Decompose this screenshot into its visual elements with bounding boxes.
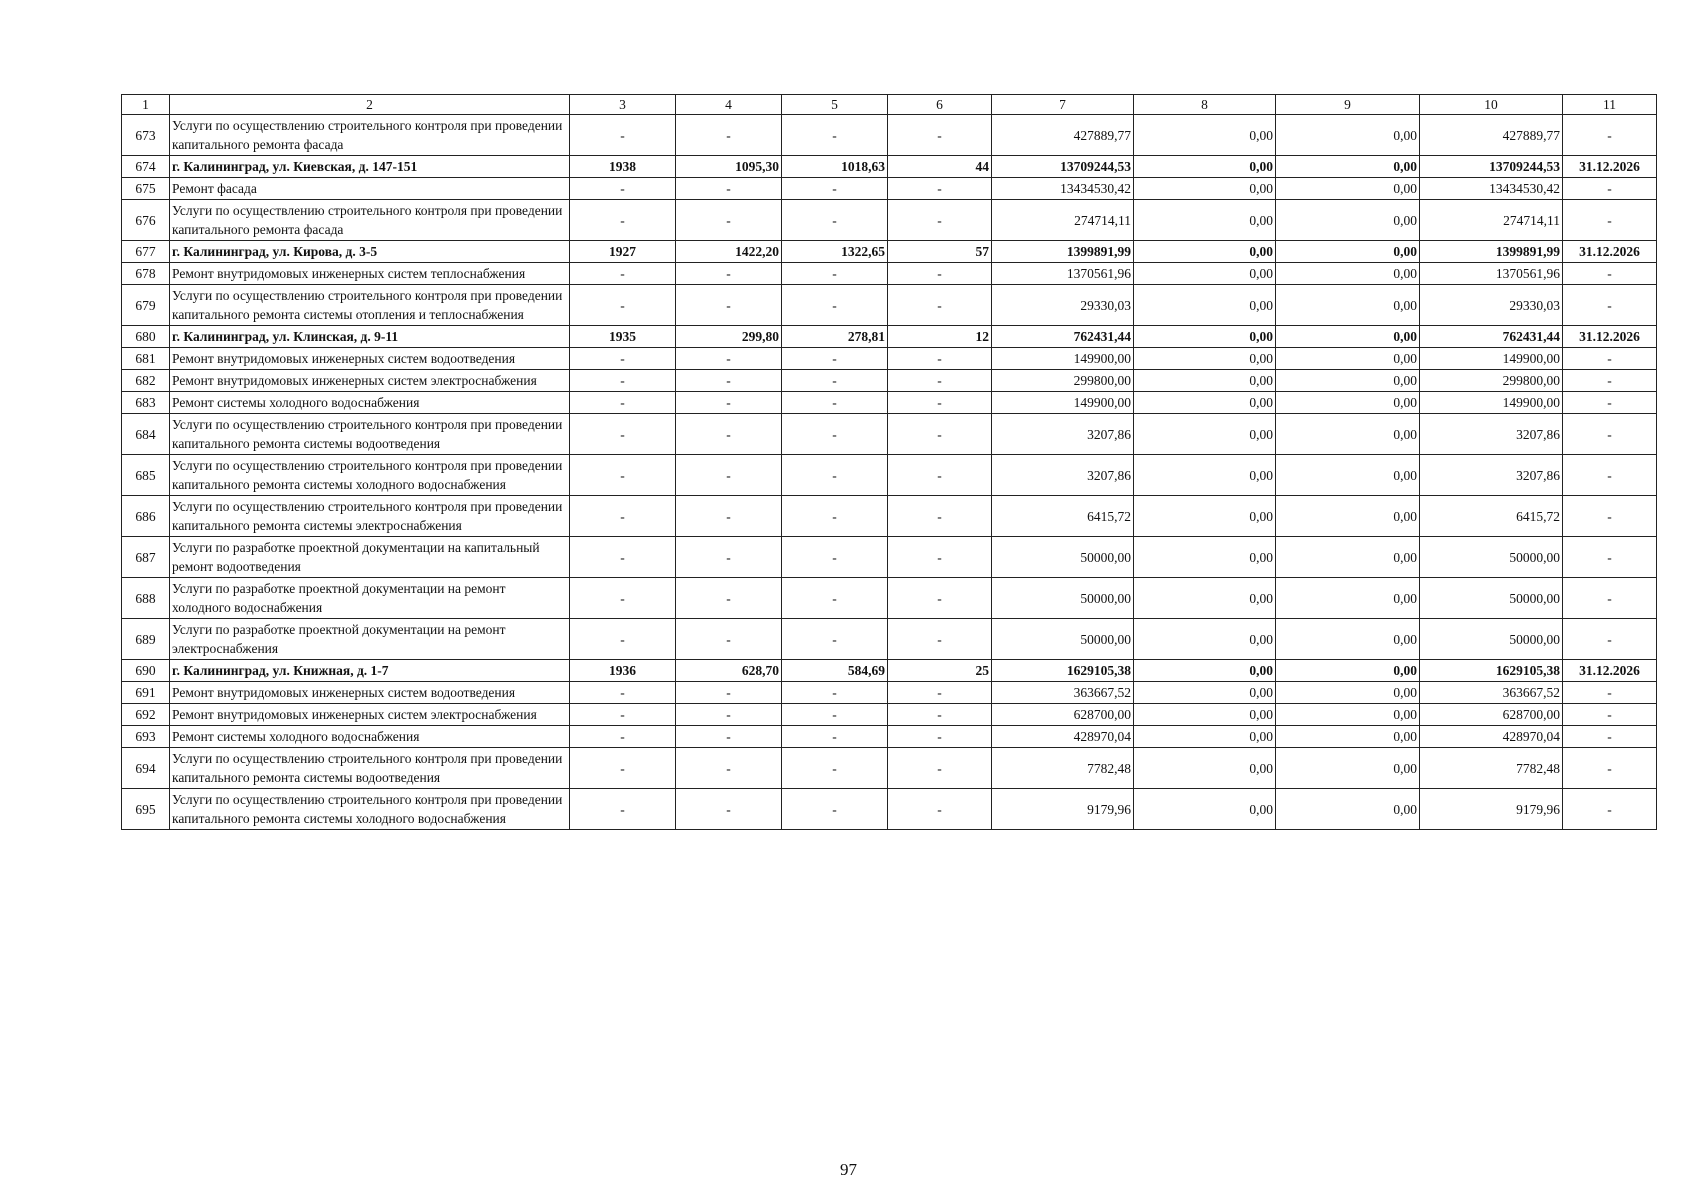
cell-cost-total: 3207,86 — [992, 455, 1134, 496]
cell-total-area: - — [676, 115, 782, 156]
work-name: Услуги по разработке проектной документации на капитальный ремонт водоотведения — [170, 537, 570, 578]
cell-cost-total: 149900,00 — [992, 348, 1134, 370]
cell-cost-col9: 0,00 — [1276, 789, 1420, 830]
cell-year: - — [570, 537, 676, 578]
cell-cost-col8: 0,00 — [1134, 241, 1276, 263]
work-name: Ремонт фасада — [170, 178, 570, 200]
cell-residents: - — [888, 748, 992, 789]
cell-completion-date: - — [1563, 414, 1657, 455]
row-number: 690 — [122, 660, 170, 682]
cell-year: - — [570, 348, 676, 370]
cell-cost-col10: 13434530,42 — [1420, 178, 1563, 200]
work-name: Услуги по осуществлению строительного контроля при проведении капитального ремонта фасада — [170, 200, 570, 241]
cell-cost-col9: 0,00 — [1276, 326, 1420, 348]
header-col-3: 3 — [570, 95, 676, 115]
cell-living-area: - — [782, 178, 888, 200]
header-col-4: 4 — [676, 95, 782, 115]
cell-cost-col8: 0,00 — [1134, 348, 1276, 370]
cell-completion-date: 31.12.2026 — [1563, 241, 1657, 263]
work-name: Услуги по осуществлению строительного контроля при проведении капитального ремонта системы водоотведения — [170, 748, 570, 789]
cell-cost-total: 50000,00 — [992, 619, 1134, 660]
cell-cost-col10: 9179,96 — [1420, 789, 1563, 830]
cell-living-area: - — [782, 285, 888, 326]
cell-cost-total: 50000,00 — [992, 537, 1134, 578]
row-number: 689 — [122, 619, 170, 660]
capital-repair-table — [121, 94, 1657, 830]
cell-total-area: - — [676, 200, 782, 241]
cell-cost-total: 427889,77 — [992, 115, 1134, 156]
cell-living-area: - — [782, 200, 888, 241]
cell-completion-date: - — [1563, 392, 1657, 414]
cell-cost-col9: 0,00 — [1276, 660, 1420, 682]
cell-cost-col10: 299800,00 — [1420, 370, 1563, 392]
cell-cost-col9: 0,00 — [1276, 263, 1420, 285]
cell-cost-col8: 0,00 — [1134, 455, 1276, 496]
work-name: Ремонт внутридомовых инженерных систем теплоснабжения — [170, 263, 570, 285]
cell-residents: 12 — [888, 326, 992, 348]
cell-cost-total: 1399891,99 — [992, 241, 1134, 263]
cell-cost-col10: 628700,00 — [1420, 704, 1563, 726]
cell-year: - — [570, 263, 676, 285]
row-number: 694 — [122, 748, 170, 789]
cell-cost-col9: 0,00 — [1276, 537, 1420, 578]
cell-living-area: - — [782, 348, 888, 370]
row-number: 691 — [122, 682, 170, 704]
row-number: 693 — [122, 726, 170, 748]
cell-residents: 44 — [888, 156, 992, 178]
cell-cost-col8: 0,00 — [1134, 285, 1276, 326]
cell-cost-col9: 0,00 — [1276, 392, 1420, 414]
cell-living-area: - — [782, 789, 888, 830]
row-number: 678 — [122, 263, 170, 285]
cell-total-area: - — [676, 285, 782, 326]
header-col-10: 10 — [1420, 95, 1563, 115]
row-number: 692 — [122, 704, 170, 726]
table-row — [122, 455, 1657, 496]
cell-year: - — [570, 370, 676, 392]
cell-total-area: - — [676, 414, 782, 455]
header-col-11: 11 — [1563, 95, 1657, 115]
cell-total-area: - — [676, 682, 782, 704]
cell-completion-date: - — [1563, 748, 1657, 789]
work-name: г. Калининград, ул. Киевская, д. 147-151 — [170, 156, 570, 178]
header-col-8: 8 — [1134, 95, 1276, 115]
cell-cost-col10: 50000,00 — [1420, 578, 1563, 619]
cell-living-area: - — [782, 392, 888, 414]
cell-cost-col10: 427889,77 — [1420, 115, 1563, 156]
cell-cost-col8: 0,00 — [1134, 115, 1276, 156]
cell-cost-col8: 0,00 — [1134, 789, 1276, 830]
cell-year: 1935 — [570, 326, 676, 348]
table-row — [122, 537, 1657, 578]
cell-cost-col10: 1370561,96 — [1420, 263, 1563, 285]
cell-total-area: - — [676, 789, 782, 830]
cell-living-area: 584,69 — [782, 660, 888, 682]
table-row — [122, 178, 1657, 200]
cell-year: - — [570, 578, 676, 619]
cell-cost-col10: 363667,52 — [1420, 682, 1563, 704]
cell-completion-date: - — [1563, 682, 1657, 704]
cell-cost-col8: 0,00 — [1134, 537, 1276, 578]
cell-total-area: - — [676, 392, 782, 414]
cell-year: - — [570, 455, 676, 496]
cell-cost-col9: 0,00 — [1276, 178, 1420, 200]
cell-cost-col8: 0,00 — [1134, 326, 1276, 348]
cell-cost-col10: 29330,03 — [1420, 285, 1563, 326]
cell-cost-col8: 0,00 — [1134, 263, 1276, 285]
table-row — [122, 748, 1657, 789]
cell-year: - — [570, 619, 676, 660]
table-row — [122, 704, 1657, 726]
cell-cost-total: 762431,44 — [992, 326, 1134, 348]
cell-year: - — [570, 115, 676, 156]
header-col-9: 9 — [1276, 95, 1420, 115]
cell-cost-col9: 0,00 — [1276, 370, 1420, 392]
cell-living-area: - — [782, 619, 888, 660]
cell-living-area: - — [782, 578, 888, 619]
row-number: 675 — [122, 178, 170, 200]
row-number: 673 — [122, 115, 170, 156]
cell-cost-col9: 0,00 — [1276, 200, 1420, 241]
work-name: г. Калининград, ул. Книжная, д. 1-7 — [170, 660, 570, 682]
cell-cost-col10: 428970,04 — [1420, 726, 1563, 748]
cell-cost-col10: 762431,44 — [1420, 326, 1563, 348]
cell-completion-date: - — [1563, 200, 1657, 241]
work-name: Услуги по разработке проектной документации на ремонт холодного водоснабжения — [170, 578, 570, 619]
cell-completion-date: - — [1563, 455, 1657, 496]
cell-total-area: - — [676, 537, 782, 578]
cell-completion-date: - — [1563, 704, 1657, 726]
cell-residents: - — [888, 392, 992, 414]
row-number: 688 — [122, 578, 170, 619]
cell-residents: - — [888, 370, 992, 392]
cell-total-area: 1095,30 — [676, 156, 782, 178]
cell-cost-col9: 0,00 — [1276, 241, 1420, 263]
cell-residents: - — [888, 115, 992, 156]
table-row — [122, 726, 1657, 748]
cell-cost-total: 428970,04 — [992, 726, 1134, 748]
cell-cost-col10: 13709244,53 — [1420, 156, 1563, 178]
cell-completion-date: - — [1563, 537, 1657, 578]
cell-completion-date: - — [1563, 578, 1657, 619]
table-row — [122, 115, 1657, 156]
cell-total-area: - — [676, 455, 782, 496]
cell-cost-col9: 0,00 — [1276, 414, 1420, 455]
cell-living-area: - — [782, 726, 888, 748]
cell-year: - — [570, 726, 676, 748]
cell-cost-col8: 0,00 — [1134, 392, 1276, 414]
row-number: 687 — [122, 537, 170, 578]
cell-year: 1938 — [570, 156, 676, 178]
row-number: 676 — [122, 200, 170, 241]
cell-cost-col8: 0,00 — [1134, 370, 1276, 392]
cell-living-area: - — [782, 537, 888, 578]
table-row — [122, 392, 1657, 414]
cell-cost-total: 1370561,96 — [992, 263, 1134, 285]
row-number: 683 — [122, 392, 170, 414]
work-name: Ремонт системы холодного водоснабжения — [170, 726, 570, 748]
cell-total-area: 628,70 — [676, 660, 782, 682]
address-row — [122, 326, 1657, 348]
cell-total-area: 1422,20 — [676, 241, 782, 263]
cell-year: - — [570, 178, 676, 200]
header-col-6: 6 — [888, 95, 992, 115]
cell-living-area: - — [782, 263, 888, 285]
work-name: Услуги по осуществлению строительного контроля при проведении капитального ремонта фасада — [170, 115, 570, 156]
work-name: Ремонт внутридомовых инженерных систем электроснабжения — [170, 704, 570, 726]
table-row — [122, 619, 1657, 660]
header-col-1: 1 — [122, 95, 170, 115]
table-row — [122, 789, 1657, 830]
cell-cost-col10: 7782,48 — [1420, 748, 1563, 789]
cell-completion-date: - — [1563, 285, 1657, 326]
cell-residents: - — [888, 726, 992, 748]
cell-total-area: - — [676, 348, 782, 370]
cell-total-area: 299,80 — [676, 326, 782, 348]
work-name: г. Калининград, ул. Клинская, д. 9-11 — [170, 326, 570, 348]
cell-cost-total: 50000,00 — [992, 578, 1134, 619]
cell-year: - — [570, 748, 676, 789]
table-row — [122, 496, 1657, 537]
cell-cost-col9: 0,00 — [1276, 115, 1420, 156]
cell-cost-col9: 0,00 — [1276, 704, 1420, 726]
page-number: 97 — [840, 1160, 857, 1179]
work-name: Услуги по осуществлению строительного контроля при проведении капитального ремонта системы отопления и теплоснабжения — [170, 285, 570, 326]
cell-year: - — [570, 200, 676, 241]
cell-living-area: - — [782, 748, 888, 789]
work-name: Услуги по осуществлению строительного контроля при проведении капитального ремонта системы электроснабжения — [170, 496, 570, 537]
cell-cost-col9: 0,00 — [1276, 455, 1420, 496]
cell-completion-date: 31.12.2026 — [1563, 326, 1657, 348]
table-row — [122, 200, 1657, 241]
row-number: 686 — [122, 496, 170, 537]
cell-residents: - — [888, 263, 992, 285]
row-number: 674 — [122, 156, 170, 178]
table-row — [122, 578, 1657, 619]
cell-cost-col8: 0,00 — [1134, 660, 1276, 682]
cell-total-area: - — [676, 263, 782, 285]
cell-cost-total: 3207,86 — [992, 414, 1134, 455]
cell-total-area: - — [676, 578, 782, 619]
cell-completion-date: - — [1563, 619, 1657, 660]
cell-year: - — [570, 682, 676, 704]
cell-residents: - — [888, 682, 992, 704]
cell-cost-col8: 0,00 — [1134, 704, 1276, 726]
cell-completion-date: - — [1563, 263, 1657, 285]
cell-cost-col10: 1399891,99 — [1420, 241, 1563, 263]
table-body — [122, 115, 1657, 830]
cell-year: 1927 — [570, 241, 676, 263]
cell-year: - — [570, 789, 676, 830]
cell-cost-col8: 0,00 — [1134, 682, 1276, 704]
cell-year: - — [570, 392, 676, 414]
cell-completion-date: 31.12.2026 — [1563, 660, 1657, 682]
cell-year: 1936 — [570, 660, 676, 682]
address-row — [122, 660, 1657, 682]
cell-cost-total: 628700,00 — [992, 704, 1134, 726]
row-number: 682 — [122, 370, 170, 392]
table-row — [122, 414, 1657, 455]
cell-living-area: - — [782, 414, 888, 455]
cell-completion-date: - — [1563, 789, 1657, 830]
work-name: Услуги по осуществлению строительного контроля при проведении капитального ремонта системы холодного водоснабжения — [170, 455, 570, 496]
cell-total-area: - — [676, 704, 782, 726]
cell-year: - — [570, 285, 676, 326]
cell-living-area: - — [782, 704, 888, 726]
cell-year: - — [570, 704, 676, 726]
work-name: Услуги по осуществлению строительного контроля при проведении капитального ремонта системы холодного водоснабжения — [170, 789, 570, 830]
cell-completion-date: - — [1563, 115, 1657, 156]
cell-cost-col9: 0,00 — [1276, 285, 1420, 326]
cell-total-area: - — [676, 619, 782, 660]
table-row — [122, 682, 1657, 704]
table-row — [122, 263, 1657, 285]
cell-cost-col10: 3207,86 — [1420, 414, 1563, 455]
cell-cost-total: 6415,72 — [992, 496, 1134, 537]
work-name: г. Калининград, ул. Кирова, д. 3-5 — [170, 241, 570, 263]
cell-cost-total: 13434530,42 — [992, 178, 1134, 200]
cell-cost-col9: 0,00 — [1276, 578, 1420, 619]
cell-completion-date: - — [1563, 496, 1657, 537]
cell-cost-total: 1629105,38 — [992, 660, 1134, 682]
cell-completion-date: - — [1563, 726, 1657, 748]
cell-cost-col8: 0,00 — [1134, 178, 1276, 200]
cell-completion-date: - — [1563, 348, 1657, 370]
cell-completion-date: - — [1563, 178, 1657, 200]
cell-cost-col8: 0,00 — [1134, 200, 1276, 241]
cell-residents: 25 — [888, 660, 992, 682]
cell-cost-col9: 0,00 — [1276, 682, 1420, 704]
cell-living-area: - — [782, 496, 888, 537]
cell-total-area: - — [676, 496, 782, 537]
cell-cost-col8: 0,00 — [1134, 726, 1276, 748]
cell-cost-col9: 0,00 — [1276, 619, 1420, 660]
cell-living-area: - — [782, 370, 888, 392]
cell-cost-col8: 0,00 — [1134, 578, 1276, 619]
cell-cost-total: 9179,96 — [992, 789, 1134, 830]
cell-cost-total: 363667,52 — [992, 682, 1134, 704]
cell-cost-total: 13709244,53 — [992, 156, 1134, 178]
cell-cost-col10: 149900,00 — [1420, 348, 1563, 370]
work-name: Ремонт внутридомовых инженерных систем электроснабжения — [170, 370, 570, 392]
cell-residents: - — [888, 496, 992, 537]
row-number: 677 — [122, 241, 170, 263]
header-col-5: 5 — [782, 95, 888, 115]
cell-residents: - — [888, 704, 992, 726]
work-name: Ремонт внутридомовых инженерных систем водоотведения — [170, 348, 570, 370]
header-col-2: 2 — [170, 95, 570, 115]
cell-cost-col10: 274714,11 — [1420, 200, 1563, 241]
work-name: Ремонт системы холодного водоснабжения — [170, 392, 570, 414]
address-row — [122, 241, 1657, 263]
cell-residents: - — [888, 537, 992, 578]
table-row — [122, 348, 1657, 370]
cell-cost-col10: 50000,00 — [1420, 619, 1563, 660]
cell-cost-col10: 6415,72 — [1420, 496, 1563, 537]
cell-total-area: - — [676, 370, 782, 392]
cell-residents: - — [888, 348, 992, 370]
cell-cost-col8: 0,00 — [1134, 414, 1276, 455]
cell-living-area: 1018,63 — [782, 156, 888, 178]
cell-cost-col9: 0,00 — [1276, 726, 1420, 748]
cell-residents: - — [888, 789, 992, 830]
cell-residents: - — [888, 285, 992, 326]
cell-completion-date: - — [1563, 370, 1657, 392]
cell-living-area: - — [782, 115, 888, 156]
cell-living-area: - — [782, 455, 888, 496]
cell-living-area: 278,81 — [782, 326, 888, 348]
cell-total-area: - — [676, 726, 782, 748]
cell-residents: - — [888, 455, 992, 496]
cell-residents: - — [888, 619, 992, 660]
cell-living-area: 1322,65 — [782, 241, 888, 263]
cell-cost-col10: 3207,86 — [1420, 455, 1563, 496]
cell-cost-col10: 50000,00 — [1420, 537, 1563, 578]
address-row — [122, 156, 1657, 178]
cell-residents: - — [888, 414, 992, 455]
cell-cost-col9: 0,00 — [1276, 496, 1420, 537]
row-number: 685 — [122, 455, 170, 496]
cell-cost-col9: 0,00 — [1276, 348, 1420, 370]
cell-year: - — [570, 496, 676, 537]
cell-cost-col8: 0,00 — [1134, 748, 1276, 789]
row-number: 680 — [122, 326, 170, 348]
cell-cost-total: 7782,48 — [992, 748, 1134, 789]
cell-residents: - — [888, 178, 992, 200]
row-number: 681 — [122, 348, 170, 370]
row-number: 695 — [122, 789, 170, 830]
cell-cost-total: 274714,11 — [992, 200, 1134, 241]
table-row — [122, 370, 1657, 392]
cell-cost-total: 149900,00 — [992, 392, 1134, 414]
cell-cost-col10: 1629105,38 — [1420, 660, 1563, 682]
work-name: Ремонт внутридомовых инженерных систем водоотведения — [170, 682, 570, 704]
cell-cost-col9: 0,00 — [1276, 748, 1420, 789]
cell-residents: 57 — [888, 241, 992, 263]
cell-cost-col8: 0,00 — [1134, 496, 1276, 537]
cell-total-area: - — [676, 748, 782, 789]
cell-cost-col8: 0,00 — [1134, 619, 1276, 660]
cell-residents: - — [888, 578, 992, 619]
row-number: 679 — [122, 285, 170, 326]
row-number: 684 — [122, 414, 170, 455]
work-name: Услуги по осуществлению строительного контроля при проведении капитального ремонта системы водоотведения — [170, 414, 570, 455]
cell-cost-total: 299800,00 — [992, 370, 1134, 392]
header-col-7: 7 — [992, 95, 1134, 115]
cell-cost-total: 29330,03 — [992, 285, 1134, 326]
cell-completion-date: 31.12.2026 — [1563, 156, 1657, 178]
cell-residents: - — [888, 200, 992, 241]
cell-cost-col10: 149900,00 — [1420, 392, 1563, 414]
table-row — [122, 285, 1657, 326]
work-name: Услуги по разработке проектной документации на ремонт электроснабжения — [170, 619, 570, 660]
cell-total-area: - — [676, 178, 782, 200]
cell-cost-col9: 0,00 — [1276, 156, 1420, 178]
column-number-row — [122, 95, 1657, 115]
cell-living-area: - — [782, 682, 888, 704]
cell-year: - — [570, 414, 676, 455]
cell-cost-col8: 0,00 — [1134, 156, 1276, 178]
